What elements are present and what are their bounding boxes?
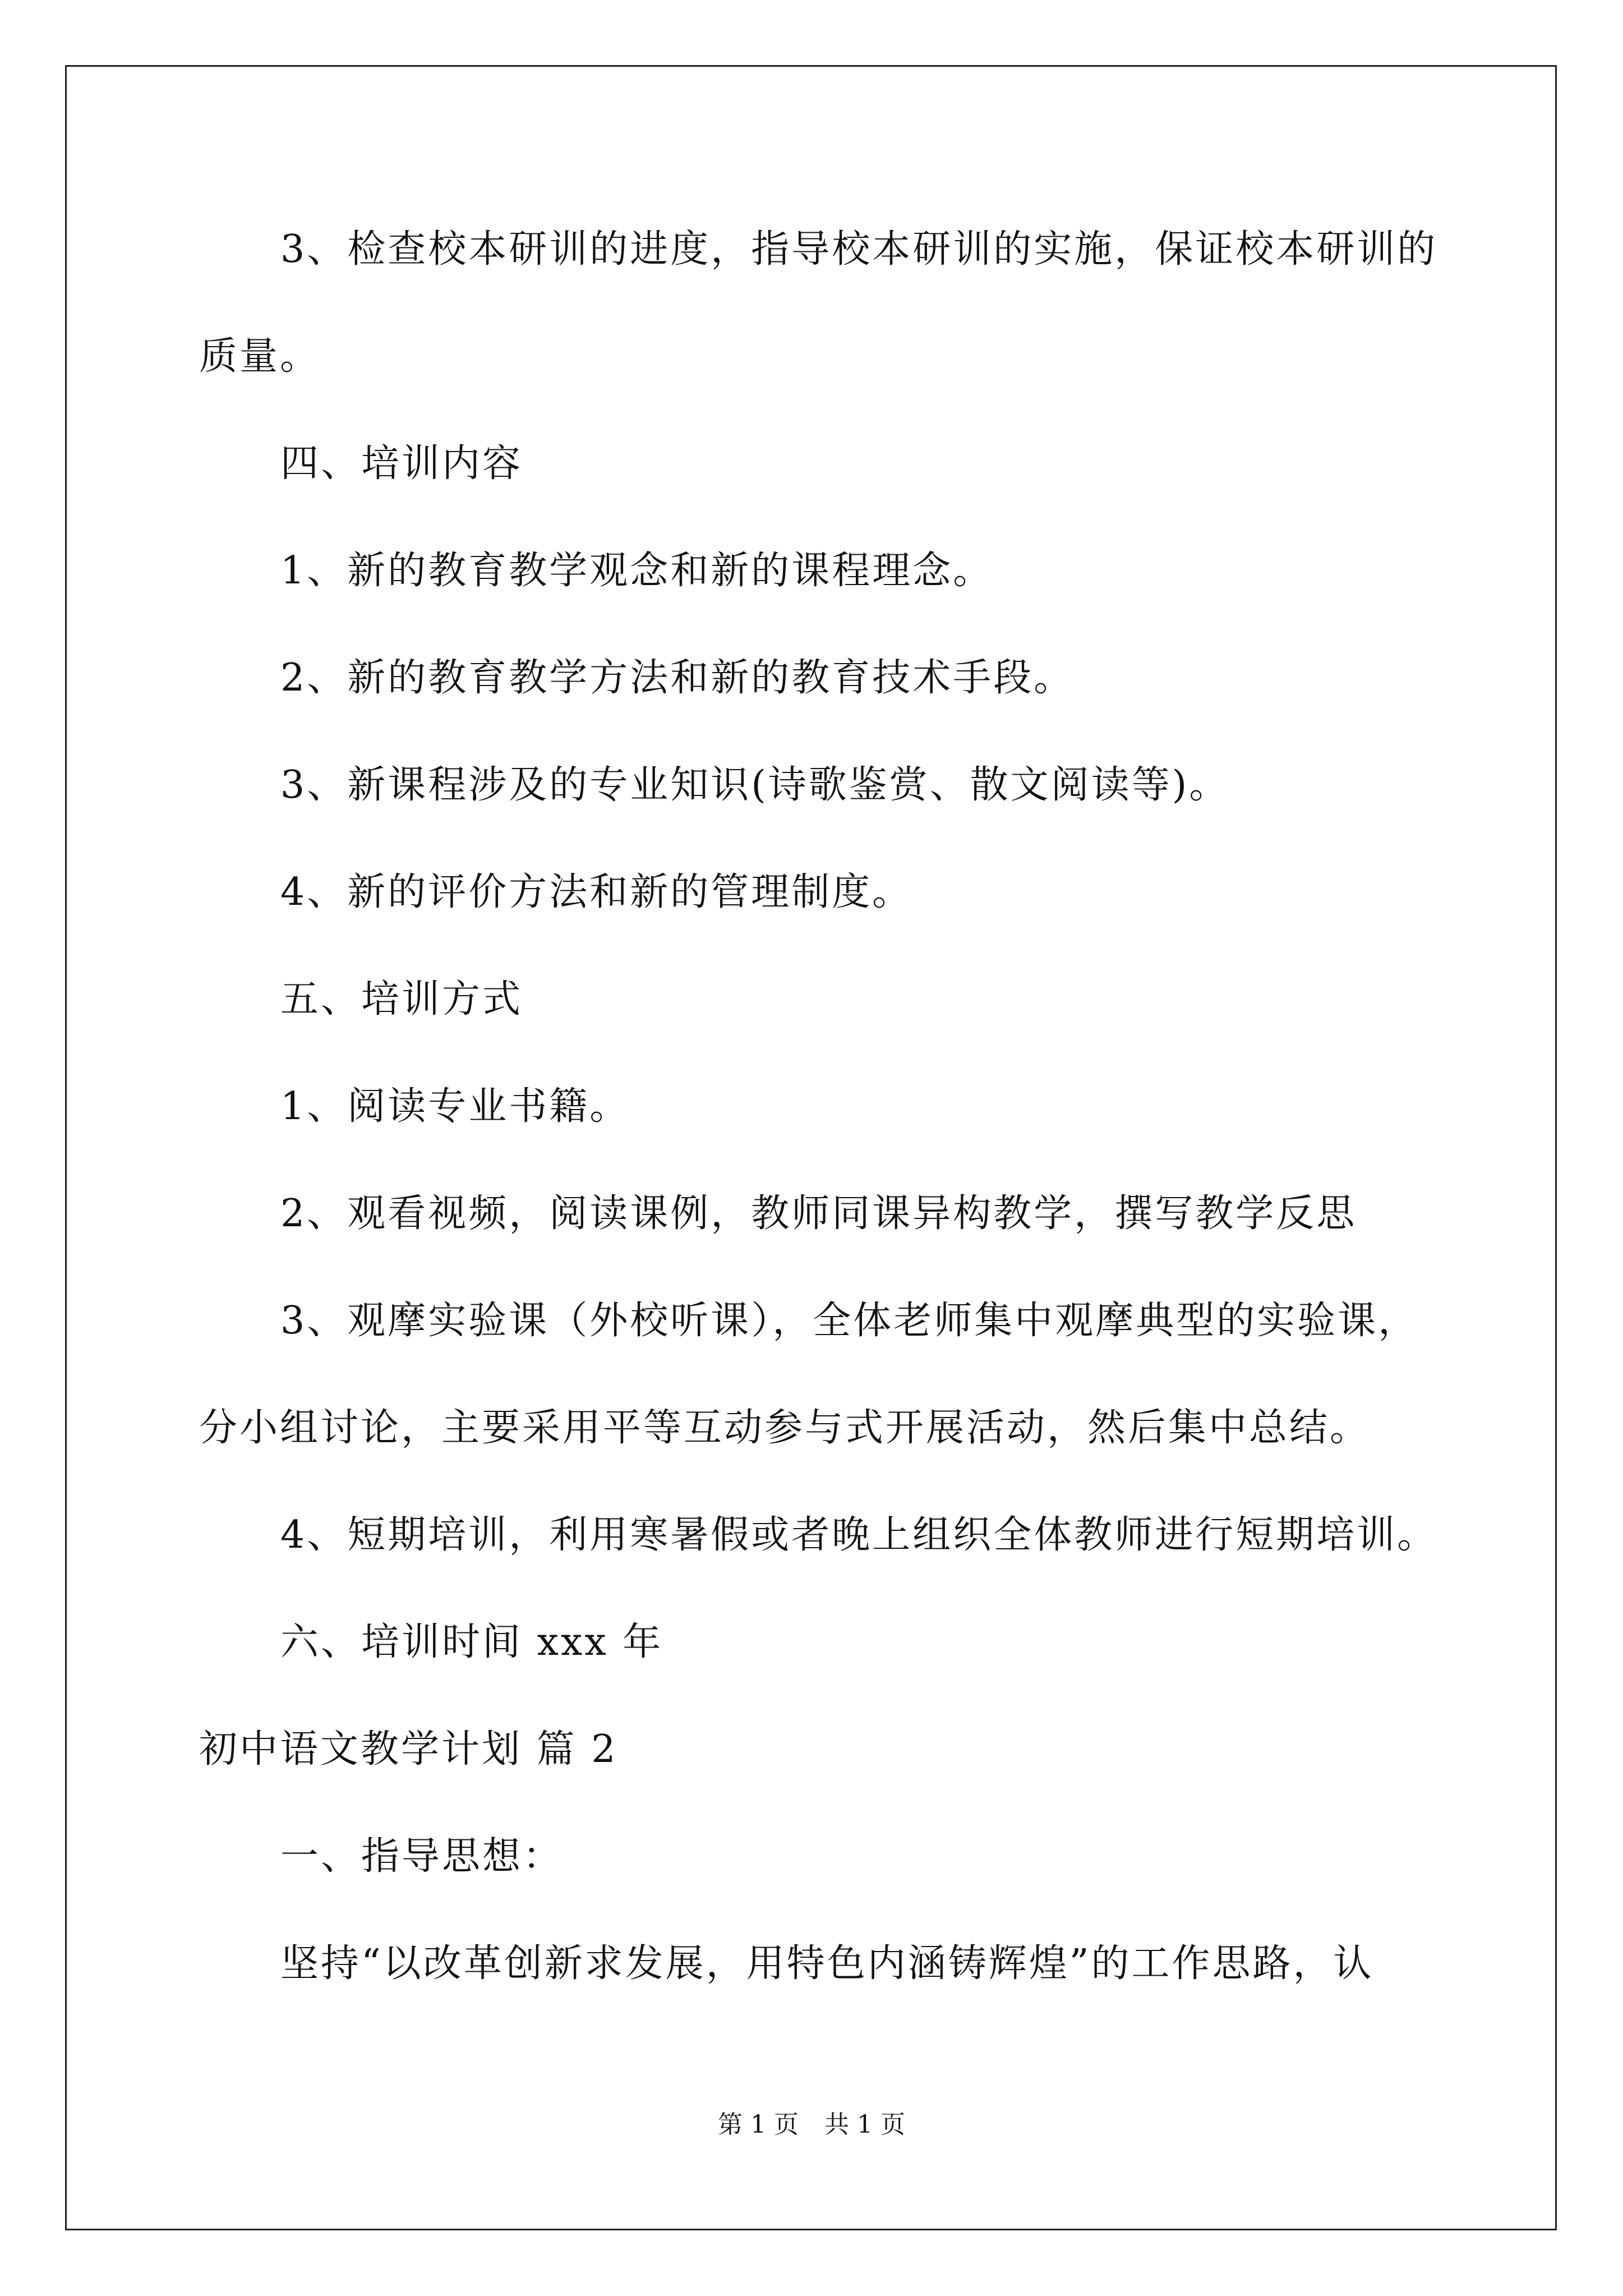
paragraph-line: 坚持“以改革创新求发展，用特色内涵铸辉煌”的工作思路，认 — [280, 1941, 1374, 1986]
section-heading: 四、培训内容 — [280, 441, 523, 486]
paragraph-line: 2、新的教育教学方法和新的教育技术手段。 — [280, 656, 1075, 700]
section-heading: 五、培训方式 — [280, 977, 523, 1022]
page-footer — [0, 2108, 1623, 2142]
paragraph-line: 质量。 — [199, 334, 321, 379]
page-total: 共 1 页 — [824, 2110, 905, 2139]
document-subtitle: 初中语文教学计划 篇 2 — [199, 1727, 618, 1772]
paragraph-line: 1、阅读专业书籍。 — [280, 1084, 630, 1129]
page-number: 第 1 页 — [718, 2110, 799, 2139]
section-heading: 六、培训时间 xxx 年 — [280, 1620, 663, 1664]
paragraph-line: 3、新课程涉及的专业知识(诗歌鉴赏、散文阅读等)。 — [280, 763, 1230, 807]
paragraph-line: 4、新的评价方法和新的管理制度。 — [280, 870, 913, 914]
paragraph-line: 1、新的教育教学观念和新的课程理念。 — [280, 549, 994, 593]
paragraph-line: 3、检查校本研训的进度，指导校本研训的实施，保证校本研训的 — [280, 227, 1438, 272]
page-border — [65, 65, 1557, 2230]
section-heading: 一、指导思想： — [280, 1834, 564, 1879]
paragraph-line: 2、观看视频，阅读课例，教师同课异构教学，撰写教学反思 — [280, 1191, 1357, 1236]
paragraph-line: 4、短期培训，利用寒暑假或者晚上组织全体教师进行短期培训。 — [280, 1513, 1438, 1557]
paragraph-line: 分小组讨论，主要采用平等互动参与式开展活动，然后集中总结。 — [199, 1406, 1371, 1450]
paragraph-line: 3、观摩实验课（外校听课），全体老师集中观摩典型的实验课， — [280, 1299, 1419, 1343]
